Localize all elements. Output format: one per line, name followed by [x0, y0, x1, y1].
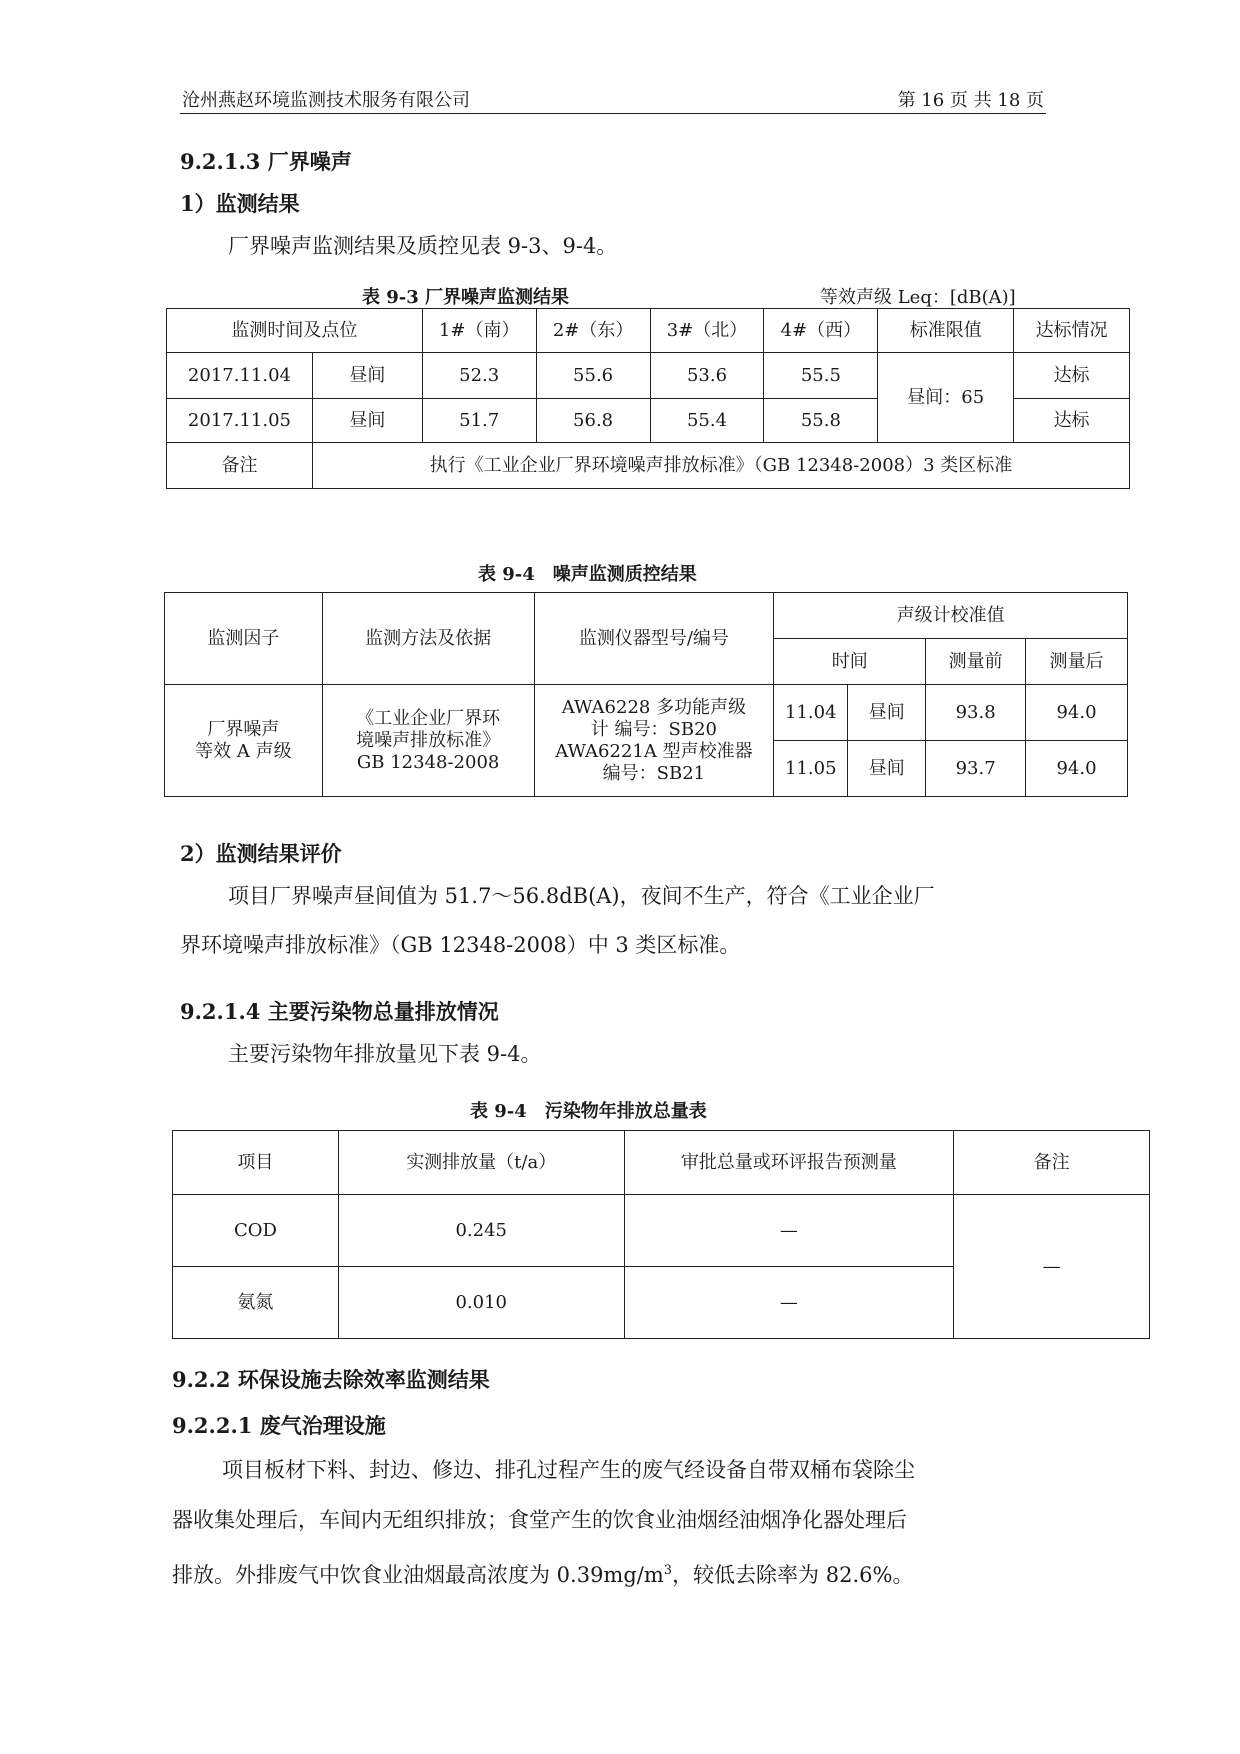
waste-gas-line-1: 项目板材下料、封边、修边、排孔过程产生的废气经设备自带双桶布袋除尘	[222, 1458, 915, 1482]
cell-after: 94.0	[1026, 685, 1128, 741]
section-9-2-2-1-title: 9.2.2.1 废气治理设施	[172, 1413, 386, 1438]
instrument-line-3: AWA6221A 型声校准器	[555, 740, 753, 762]
header-rule	[180, 113, 1046, 114]
table-9-4-pollutant-totals	[172, 1130, 1150, 1339]
cell-factor	[165, 685, 323, 797]
header-status: 达标情况	[1014, 309, 1130, 353]
cell-limit: 昼间：65	[878, 353, 1014, 443]
cell-measured: 0.010	[338, 1267, 624, 1339]
cell-date: 11.04	[774, 685, 848, 741]
header-instrument: 监测仪器型号/编号	[534, 593, 774, 685]
cell-approved: —	[624, 1195, 954, 1267]
evaluation-line-2: 界环境噪声排放标准》（GB 12348-2008）中 3 类区标准。	[180, 933, 741, 957]
cell-value: 55.5	[764, 353, 878, 399]
factor-line-1: 厂界噪声	[207, 718, 280, 740]
method-line-2: 境噪声排放标准》	[356, 729, 501, 751]
table-9-3-caption: 表 9-3 厂界噪声监测结果	[362, 287, 570, 308]
waste-gas-line-3b: ，较低去除率为 82.6%。	[672, 1563, 914, 1587]
subsection-evaluation: 2）监测结果评价	[180, 841, 342, 866]
header-point-2: 2#（东）	[536, 309, 650, 353]
header-factor: 监测因子	[165, 593, 323, 685]
cell-date: 2017.11.04	[167, 353, 313, 399]
cell-item: 氨氮	[173, 1267, 339, 1339]
waste-gas-line-3	[172, 1546, 913, 1600]
section-9-2-1-3-title: 9.2.1.3 厂界噪声	[180, 149, 352, 174]
superscript-3: 3	[663, 1563, 673, 1578]
cell-value: 55.4	[650, 399, 764, 443]
instrument-line-4: 编号：SB21	[602, 762, 706, 784]
table-row	[165, 685, 1128, 741]
header-point-1: 1#（南）	[422, 309, 536, 353]
noise-intro-text: 厂界噪声监测结果及质控见表 9-3、9-4。	[228, 234, 618, 258]
cell-status: 达标	[1014, 399, 1130, 443]
header-measured: 实测排放量（t/a）	[338, 1131, 624, 1195]
table-9-4-noise-qc	[164, 592, 1128, 797]
cell-measured: 0.245	[338, 1195, 624, 1267]
cell-after: 94.0	[1026, 741, 1128, 797]
table-row	[173, 1195, 1150, 1267]
factor-line-2: 等效 A 声级	[195, 740, 292, 762]
header-item: 项目	[173, 1131, 339, 1195]
cell-status: 达标	[1014, 353, 1130, 399]
cell-date: 11.05	[774, 741, 848, 797]
section-9-2-1-4-title: 9.2.1.4 主要污染物总量排放情况	[180, 999, 499, 1024]
section-9-2-2-title: 9.2.2 环保设施去除效率监测结果	[172, 1367, 490, 1392]
header-calibration: 声级计校准值	[774, 593, 1128, 639]
cell-value: 52.3	[422, 353, 536, 399]
cell-note: —	[954, 1195, 1150, 1339]
cell-item: COD	[173, 1195, 339, 1267]
cell-value: 55.8	[764, 399, 878, 443]
header-company: 沧州燕赵环境监测技术服务有限公司	[182, 90, 470, 111]
cell-value: 51.7	[422, 399, 536, 443]
header-page-number: 第 16 页 共 18 页	[897, 90, 1044, 111]
waste-gas-line-2: 器收集处理后，车间内无组织排放；食堂产生的饮食业油烟经油烟净化器处理后	[172, 1508, 907, 1532]
header-time-location: 监测时间及点位	[167, 309, 423, 353]
header-point-3: 3#（北）	[650, 309, 764, 353]
cell-value: 55.6	[536, 353, 650, 399]
cell-before: 93.8	[926, 685, 1026, 741]
table-9-4-qc-caption: 表 9-4 噪声监测质控结果	[478, 564, 697, 585]
subsection-monitoring-results: 1）监测结果	[180, 191, 300, 216]
header-after: 测量后	[1026, 639, 1128, 685]
cell-note: 执行《工业企业厂界环境噪声排放标准》（GB 12348-2008）3 类区标准	[312, 443, 1129, 489]
cell-instrument	[534, 685, 774, 797]
cell-period: 昼间	[848, 741, 926, 797]
cell-value: 56.8	[536, 399, 650, 443]
table-9-4-pollutant-caption: 表 9-4 污染物年排放总量表	[470, 1101, 707, 1122]
waste-gas-line-3a: 排放。外排废气中饮食业油烟最高浓度为 0.39mg/m	[172, 1563, 664, 1587]
header-approved: 审批总量或环评报告预测量	[624, 1131, 954, 1195]
header-limit: 标准限值	[878, 309, 1014, 353]
cell-approved: —	[624, 1267, 954, 1339]
table-9-3-noise-results	[166, 308, 1130, 489]
cell-period: 昼间	[312, 353, 422, 399]
table-9-3-unit: 等效声级 Leq：[dB(A)]	[820, 287, 1016, 308]
instrument-line-1: AWA6228 多功能声级	[561, 696, 747, 718]
instrument-line-2: 计 编号：SB20	[590, 718, 717, 740]
pollutant-intro-text: 主要污染物年排放量见下表 9-4。	[228, 1042, 542, 1066]
cell-value: 53.6	[650, 353, 764, 399]
cell-method	[322, 685, 534, 797]
cell-before: 93.7	[926, 741, 1026, 797]
table-row	[167, 353, 1130, 399]
cell-period: 昼间	[848, 685, 926, 741]
header-before: 测量前	[926, 639, 1026, 685]
cell-date: 2017.11.05	[167, 399, 313, 443]
cell-period: 昼间	[312, 399, 422, 443]
header-time: 时间	[774, 639, 926, 685]
method-line-1: 《工业企业厂界环	[356, 707, 501, 729]
header-method: 监测方法及依据	[322, 593, 534, 685]
evaluation-line-1: 项目厂界噪声昼间值为 51.7～56.8dB(A)，夜间不生产，符合《工业企业厂	[228, 884, 935, 908]
header-point-4: 4#（西）	[764, 309, 878, 353]
method-line-3: GB 12348-2008	[356, 751, 500, 773]
cell-note-label: 备注	[167, 443, 313, 489]
header-note: 备注	[954, 1131, 1150, 1195]
